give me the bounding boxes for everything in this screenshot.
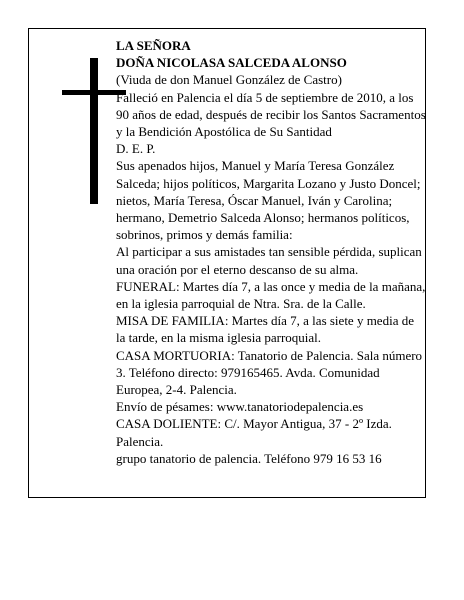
mortuary-info: CASA MORTUORIA: Tanatorio de Palencia. Sala número 3. Teléfono directo: 979165465. Avda. Comunidad Europea, 2-4. Palencia. [116,347,423,398]
obituary-text [116,37,426,467]
title-line-1: LA SEÑORA [116,38,191,53]
widow-line: (Viuda de don Manuel González de Castro) [116,72,342,88]
request-paragraph: Al participar a sus amistades tan sensible pérdida, suplican una oración por el eterno descanso de su alma. [116,244,422,277]
condolences-info: Envío de pésames: www.tanatoriodepalencia.es [116,399,364,415]
rip-line: D. E. P. [116,141,156,157]
family-mass-info: MISA DE FAMILIA: Martes día 7, a las siete y media de la tarde, en la misma iglesia parroquial. [116,313,414,346]
deceased-name: DOÑA NICOLASA SALCEDA ALONSO [116,55,347,71]
death-paragraph: Falleció en Palencia el día 5 de septiembre de 2010, a los 90 años de edad, después de recibir los Santos Sacramentos y la Bendición Apostólica de Su Santidad [116,89,426,140]
funeral-info: FUNERAL: Martes día 7, a las once y media de la mañana, en la iglesia parroquial de Ntra. Sra. de la Calle. [116,278,426,312]
footer-line: grupo tanatorio de palencia. Teléfono 979 16 53 16 [116,450,382,466]
home-info: CASA DOLIENTE: C/. Mayor Antigua, 37 - 2º Izda. Palencia. [116,416,392,449]
family-paragraph: Sus apenados hijos, Manuel y María Teresa González Salceda; hijos políticos, Margarita Lozano y Justo Doncel; nietos, María Teresa, Óscar Manuel, Iván y Carolina; hermano, Demetrio Salceda Alonso; hermanos políticos, sobrinos, primos y demás familia: [116,158,421,243]
obituary-notice [28,28,426,498]
